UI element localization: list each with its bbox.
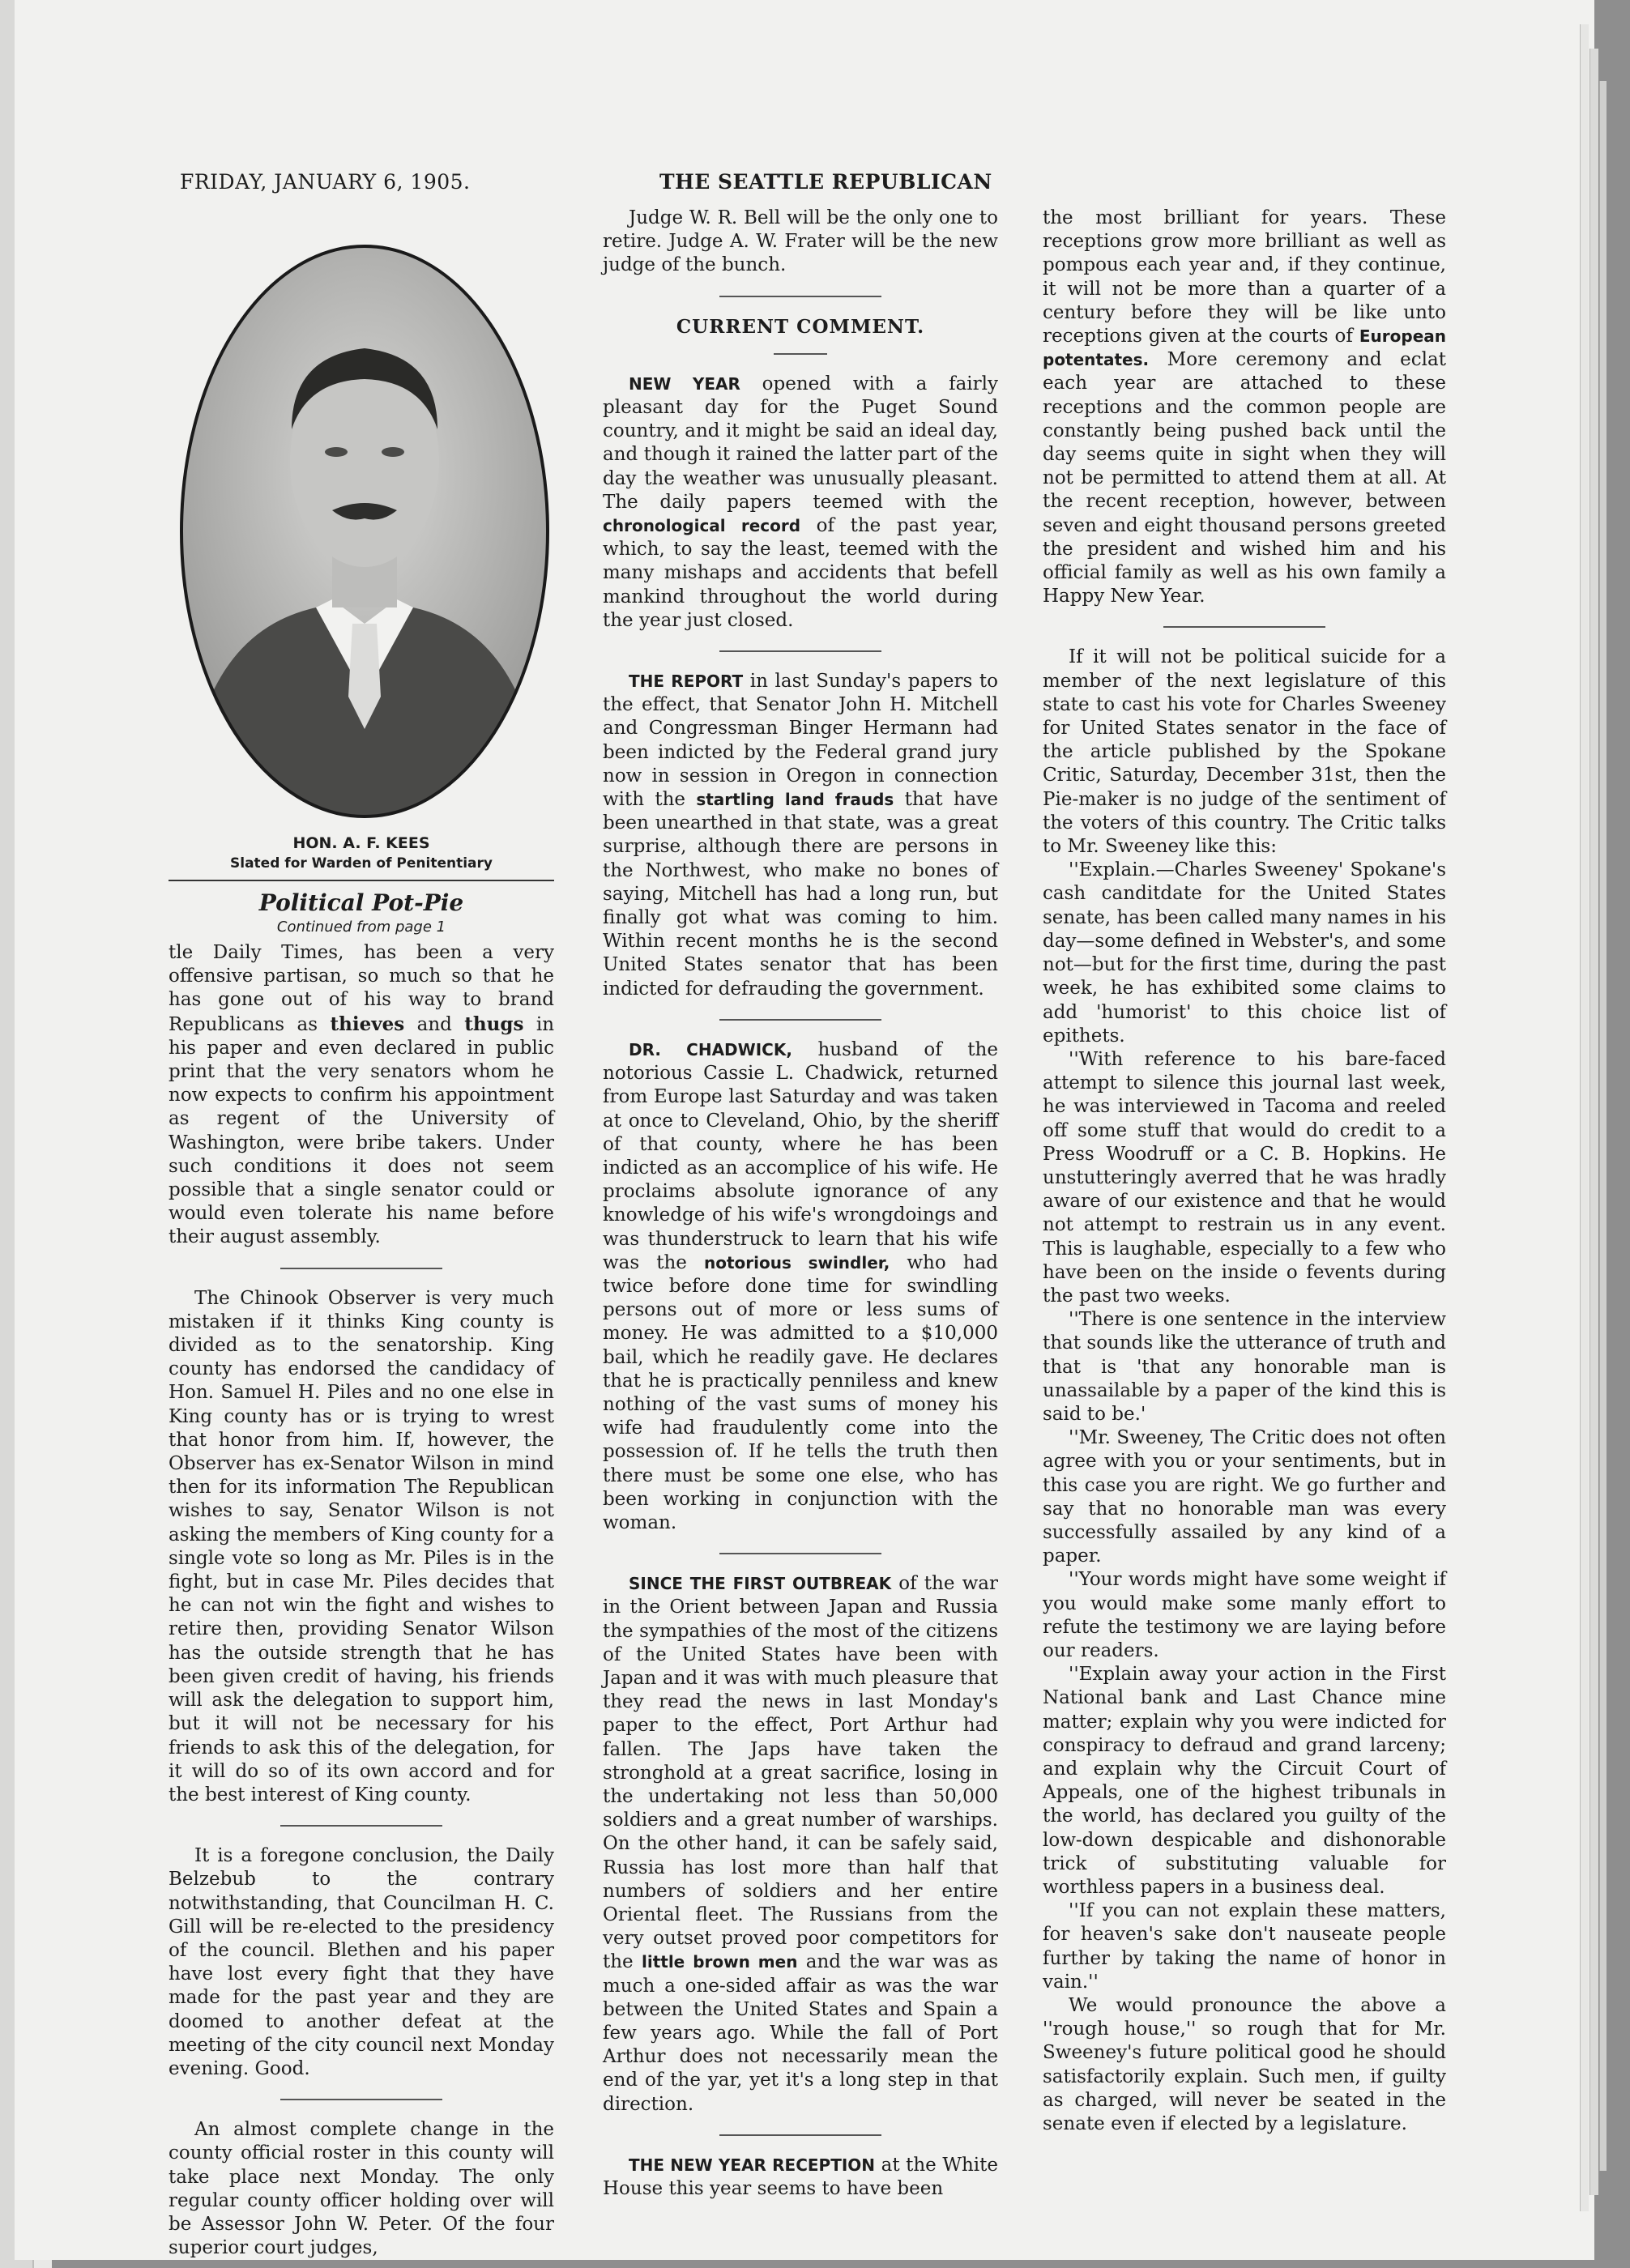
portrait-name: HON. A. F. KEES xyxy=(292,834,430,852)
divider xyxy=(280,1825,442,1827)
divider xyxy=(774,353,827,355)
divider xyxy=(719,1553,881,1554)
divider xyxy=(1163,626,1325,628)
article-paragraph: NEW YEAR opened with a fairly pleasant day for the Puget Sound country, and it might be said an ideal day, and though it rained the latter part of the day the weather was unusually pleasant. The daily papers teemed with the chronological record of the past year, which, to say the least, teemed with the many mishaps and accidents that befell mankind throughout the world during the year just closed. xyxy=(603,373,999,631)
article-paragraph: the most brilliant for years. These receptions grow more brilliant as well as pompous each year and, if they continue, it will not be more than a quarter of a century before they will be like unto receptions given at the courts of European potentates. More ceremony and eclat each year are attached to these receptions and the common people are constantly being pushed back until the day seems quite in sight when they will not be permitted to attend them at all. At the recent reception, however, between seven and eight thousand persons greeted the president and wished him and his official family as well as his own family a Happy New Year. xyxy=(1043,207,1446,608)
bold-text: thugs xyxy=(464,1013,524,1035)
divider xyxy=(280,2099,442,2100)
portrait-caption: Slated for Warden of Penitentiary xyxy=(230,855,493,872)
article-paragraph: The Chinook Observer is very much mistaken if it thinks King county is divided as to the senatorship. King county has endorsed the candidacy of Hon. Samuel H. Piles and no one else in King county has or is trying to wrest that honor from him. If, however, the Observer has ex-Senator Wilson in mind then for its information The Republican wishes to say, Senator Wilson is not asking the members of King county for a single vote so long as Mr. Piles is in the fight, but in case Mr. Piles decides that he can not win the fight and wishes to retire then, providing Senator Wilson has the outside strength that he has been given credit of having, his friends will ask the delegation to support him, but it will not be necessary for his friends to ask this of the delegation, for it will do so of its own accord and for the best interest of King county. xyxy=(169,1287,554,1805)
divider xyxy=(719,1019,881,1021)
page-stack-edge xyxy=(1580,24,1589,2211)
article-paragraph: ''If you can not explain these matters, for heaven's sake don't nauseate people further by taking the name of honor in vain.'' xyxy=(1043,1900,1446,1993)
article-paragraph: SINCE THE FIRST OUTBREAK of the war in the Orient between Japan and Russia the sympathies of the most of the citizens of the United States have been with Japan and it was with much pleasure that they read the news in last Monday's paper to the effect, Port Arthur had fallen. The Japs have taken the stronghold at a great sacrifice, losing in the undertaking not less than 50,000 soldiers and a great number of warships. On the other hand, it can be safely said, Russia has lost more than half that numbers of soldiers and her entire Oriental fleet. The Russians from the very outset proved poor competitors for the little brown men and the war was as much a one-sided affair as was the war between the United States and Spain a few years ago. While the fall of Port Arthur does not necessarily mean the end of the yar, yet it's a long step in that direction. xyxy=(603,1573,998,2115)
article-paragraph: ''With reference to his bare-faced attempt to silence this journal last week, he was interviewed in Tacoma and reeled off some stuff that would do credit to a Press Woodruff or a C. B. Hopkins. He unstutteringly averred that he was hradly aware of our existence and that he would not attempt to restrain us in any event. This is laughable, especially to a few who have been on the inside o fevents during the past two weeks. xyxy=(1043,1048,1446,1307)
continued-note: Continued from page 1 xyxy=(276,919,446,936)
masthead-title: THE SEATTLE REPUBLICAN xyxy=(659,170,992,194)
column-3 xyxy=(1043,207,1446,2136)
divider xyxy=(719,650,881,652)
page-stack-edge xyxy=(1589,49,1598,2195)
divider xyxy=(719,296,881,297)
article-paragraph: If it will not be political suicide for a member of the next legislature of this state to cast his vote for Charles Sweeney for United States senator in the face of the article published by the Spokane Critic, Saturday, December 31st, then the Pie-maker is no judge of the sentiment of the voters of this country. The Critic talks to Mr. Sweeney like this: xyxy=(1043,646,1446,858)
portrait-photo xyxy=(178,243,551,820)
column-heading: Political Pot-Pie xyxy=(258,889,464,916)
issue-date: FRIDAY, JANUARY 6, 1905. xyxy=(180,170,471,194)
article-paragraph: It is a foregone conclusion, the Daily Belzebub to the contrary notwithstanding, that Councilman H. C. Gill will be re-elected to the presidency of the council. Blethen and his paper have lost every fight that they have made for the past year and they are doomed to another defeat at the meeting of the city council next Monday evening. Good. xyxy=(169,1845,554,2079)
article-paragraph: ''Your words might have some weight if you would make some manly effort to refute the testimony we are laying before our readers. xyxy=(1043,1569,1446,1661)
column-2 xyxy=(603,207,998,2201)
article-paragraph: ''Explain away your action in the First National bank and Last Chance mine matter; explain why you were indicted for conspiracy to defraud and grand larceny; and explain why the Circuit Court of Appeals, one of the highest tribunals in the world, has declared you guilty of the low-down despicable and dishonorable trick of substituting valuable for worthless papers in a business deal. xyxy=(1043,1664,1446,1899)
column-1 xyxy=(169,941,554,2260)
divider xyxy=(719,2134,881,2136)
article-paragraph: We would pronounce the above a ''rough house,'' so rough that for Mr. Sweeney's future political good he should satisfactorily explain. Such men, if guilty as charged, will never be seated in the senate even if elected by a legislature. xyxy=(1043,1995,1446,2135)
article-paragraph: ''Mr. Sweeney, The Critic does not often agree with you or your sentiments, but in this case you are right. We go further and say that no honorable man was every successfully assailed by any kind of a paper. xyxy=(1043,1427,1446,1567)
article-paragraph: DR. CHADWICK, husband of the notorious Cassie L. Chadwick, returned from Europe last Saturday and was taken at once to Cleveland, Ohio, by the sheriff of that county, where he has been indicted as an accomplice of his wife. He proclaims absolute ignorance of any knowledge of his wife's wrongdoings and was thunderstruck to learn that his wife was the notorious swindler, who had twice before done time for swindling persons out of more or less sums of money. He was admitted to a $10,000 bail, which he readily gave. He declares that he is practically penniless and knew nothing of the vast sums of money his wife had fraudulently come into the possession of. If he tells the truth then there must be some one else, who has been working in conjunction with the woman. xyxy=(603,1038,999,1533)
article-paragraph: THE NEW YEAR RECEPTION at the White House this year seems to have been xyxy=(603,2154,998,2200)
article-paragraph: An almost complete change in the county official roster in this county will take place next Monday. The only regular county officer holding over will be Assessor John W. Peter. Of the four superior court judges, xyxy=(169,2119,554,2259)
bold-text: thieves xyxy=(330,1013,405,1035)
article-paragraph: ''Explain.—Charles Sweeney' Spokane's cash canditdate for the United States senate, has been called many names in his day—some defined in Webster's, and some not—but for the first time, during the past week, he has exhibited some claims to add 'humorist' to this choice list of epithets. xyxy=(1043,859,1446,1047)
section-rule xyxy=(169,880,554,881)
article-paragraph: ''There is one sentence in the interview that sounds like the utterance of truth and that is 'that any honorable man is unassailable by a paper of the kind this is said to be.' xyxy=(1043,1309,1446,1425)
divider xyxy=(280,1268,442,1269)
article-paragraph: tle Daily Times, has been a very offensive partisan, so much so that he has gone out of his way to brand Republicans as thieves and thugs in his paper and even declared in public print that the very senators whom he now expects to confirm his appointment as regent of the University of Washington, were bribe takers. Under such conditions it does not seem possible that a single senator could or would even tolerate his name before their august assembly. xyxy=(169,942,555,1248)
article-paragraph: THE REPORT in last Sunday's papers to the effect, that Senator John H. Mitchell and Congressman Binger Hermann had been indicted by the Federal grand jury now in session in Oregon in connection with the startling land frauds that have been unearthed in that state, was a great surprise, although there are persons in the Northwest, who make no bones of saying, Mitchell has had a long run, but finally got what was coming to him. Within recent months he is the second United States senator that has been indicted for defrauding the government. xyxy=(603,671,999,1000)
page-stack-edge xyxy=(1599,81,1607,2171)
article-paragraph: Judge W. R. Bell will be the only one to retire. Judge A. W. Frater will be the new judge of the bunch. xyxy=(603,207,998,276)
section-heading: CURRENT COMMENT. xyxy=(676,315,925,338)
